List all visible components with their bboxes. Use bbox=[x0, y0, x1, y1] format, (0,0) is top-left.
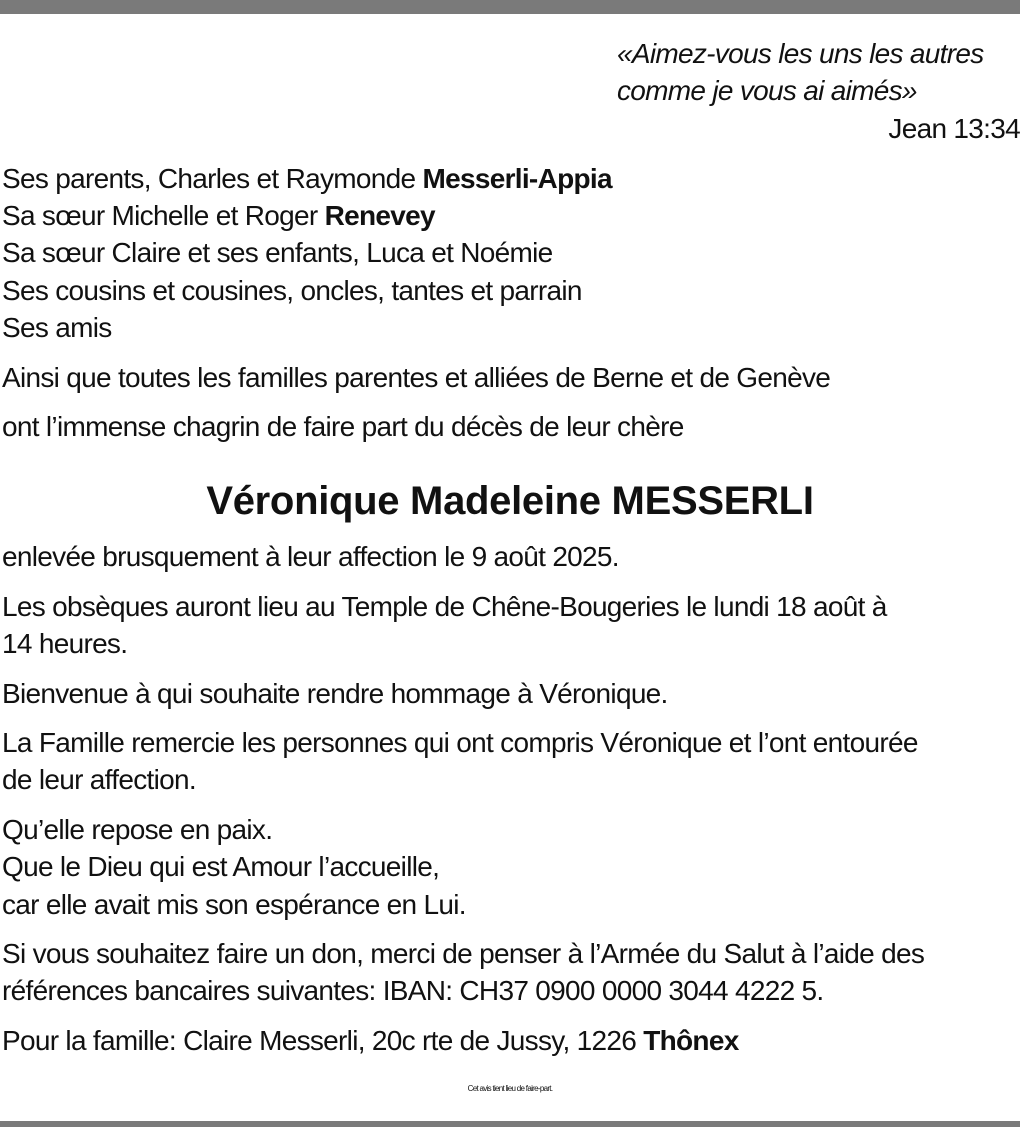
family-parents bbox=[2, 160, 612, 197]
sister1-prefix: Sa sœur Michelle et Roger bbox=[2, 200, 325, 231]
sister1-name: Renevey bbox=[324, 200, 435, 231]
contact-town: Thônex bbox=[643, 1025, 739, 1056]
closing-line: Cet avis tient lieu de faire-part. bbox=[467, 1084, 553, 1093]
quote-line-2: comme je vous ai aimés» bbox=[617, 75, 917, 106]
quote-line-1: «Aimez-vous les uns les autres bbox=[617, 38, 984, 69]
bible-quote bbox=[617, 35, 984, 109]
family-families: Ainsi que toutes les familles parentes et alliées de Berne et de Genève bbox=[2, 362, 831, 393]
bottom-rule bbox=[0, 1121, 1020, 1127]
welcome-line: Bienvenue à qui souhaite rendre hommage à Véronique. bbox=[2, 678, 668, 709]
funeral-line-2: 14 heures. bbox=[2, 628, 128, 659]
donation-line-1: Si vous souhaitez faire un don, merci de penser à l’Armée du Salut à l’aide des bbox=[2, 938, 925, 969]
funeral-line-1: Les obsèques auront lieu au Temple de Chêne-Bougeries le lundi 18 août à bbox=[2, 591, 887, 622]
family-cousins: Ses cousins et cousines, oncles, tantes et parrain bbox=[2, 275, 582, 306]
parents-prefix: Ses parents, Charles et Raymonde bbox=[2, 163, 423, 194]
prayer-line-3: car elle avait mis son espérance en Lui. bbox=[2, 889, 466, 920]
contact-line bbox=[2, 1022, 739, 1059]
family-friends: Ses amis bbox=[2, 312, 112, 343]
deceased-name: Véronique Madeleine MESSERLI bbox=[206, 479, 814, 523]
death-line: enlevée brusquement à leur affection le 9 août 2025. bbox=[2, 541, 619, 572]
prayer-line-1: Qu’elle repose en paix. bbox=[2, 814, 273, 845]
quote-reference: Jean 13:34 bbox=[888, 113, 1020, 144]
parents-name: Messerli-Appia bbox=[422, 163, 612, 194]
prayer-line-2: Que le Dieu qui est Amour l’accueille, bbox=[2, 851, 440, 882]
family-announcement: ont l’immense chagrin de faire part du décès de leur chère bbox=[2, 411, 684, 442]
family-sister-1 bbox=[2, 197, 435, 234]
donation-line-2: références bancaires suivantes: IBAN: CH37 0900 0000 3044 4222 5. bbox=[2, 975, 824, 1006]
thanks-line-1: La Famille remercie les personnes qui ont compris Véronique et l’ont entourée bbox=[2, 727, 918, 758]
family-sister-2: Sa sœur Claire et ses enfants, Luca et Noémie bbox=[2, 237, 553, 268]
thanks-line-2: de leur affection. bbox=[2, 764, 196, 795]
top-rule bbox=[0, 0, 1020, 14]
contact-prefix: Pour la famille: Claire Messerli, 20c rte de Jussy, 1226 bbox=[2, 1025, 644, 1056]
